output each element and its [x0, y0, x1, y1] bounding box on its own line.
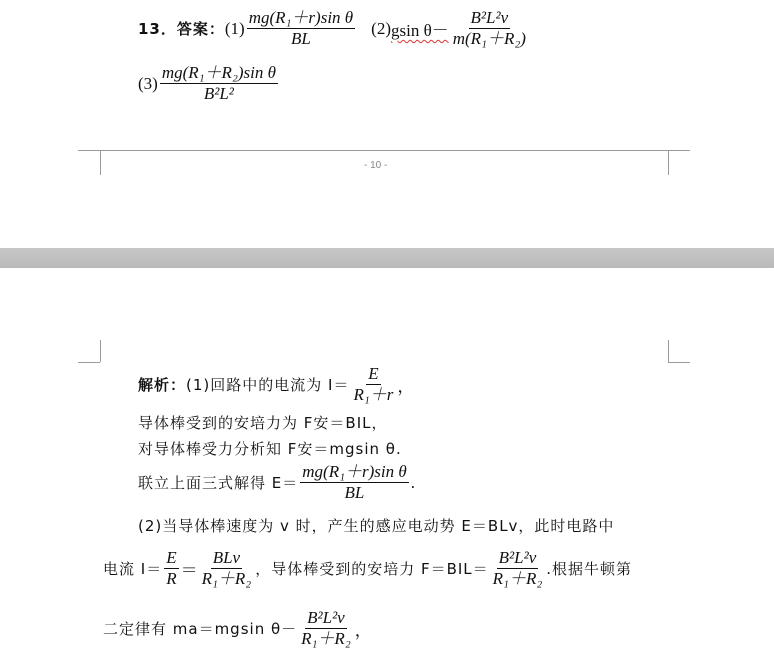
crop-mark — [668, 362, 690, 363]
fraction-denominator: R₁＋R₂ — [301, 629, 351, 648]
fraction-numerator: B²L²v — [307, 608, 345, 627]
crop-mark — [78, 362, 100, 363]
acceleration-fraction — [299, 608, 353, 649]
fraction-numerator: mg(R₁＋r)sin θ — [248, 8, 354, 27]
analysis-punct: ， — [397, 377, 415, 396]
answer-part1-fraction — [247, 8, 355, 49]
fraction-numerator: B²L²v — [498, 548, 537, 567]
answer-part1-tag: (1) — [224, 18, 245, 38]
page-number: - 10 - — [364, 160, 388, 171]
fraction-numerator: E — [368, 364, 379, 383]
fraction-denominator: BL — [291, 29, 311, 48]
analysis-punct: ， — [354, 621, 372, 640]
answer-line-2 — [138, 63, 280, 104]
analysis-line-7 — [103, 608, 372, 649]
answer-part2-tag: (2) — [371, 18, 391, 38]
force-fraction — [491, 548, 545, 589]
analysis-line-5: (2)当导体棒速度为 v 时，产生的感应电动势 E＝BLv，此时电路中 — [138, 517, 615, 535]
fraction-denominator: R₁＋R₂ — [492, 569, 543, 588]
fraction-numerator: mg(R₁＋R₂)sin θ — [161, 63, 276, 82]
fraction-numerator: mg(R₁＋r)sin θ — [302, 462, 407, 481]
analysis-label: 解析： — [138, 376, 187, 394]
fraction-denominator: m(R₁＋R₂) — [452, 29, 526, 48]
equals-sign: ＝ — [180, 561, 198, 580]
crop-mark — [668, 150, 690, 151]
analysis-line-3: 对导体棒受力分析知 F安＝mgsin θ. — [138, 440, 402, 458]
fraction-denominator: BL — [344, 483, 365, 502]
analysis-text: 联立上面三式解得 E＝ — [138, 474, 299, 492]
current-fraction — [351, 364, 395, 405]
analysis-line-4 — [138, 462, 415, 503]
analysis-line-6 — [103, 548, 632, 589]
analysis-punct: . — [410, 472, 415, 492]
analysis-text: (1)回路中的电流为 I＝ — [186, 376, 350, 394]
crop-mark — [78, 150, 101, 175]
answer-label: 13．答案： — [138, 20, 225, 38]
fraction-numerator: BLv — [212, 548, 241, 567]
analysis-text: 二定律有 ma＝mgsin θ－ — [103, 620, 298, 638]
analysis-text: 电流 I＝ — [103, 560, 163, 578]
fraction-denominator: R — [166, 569, 177, 588]
crop-mark — [668, 340, 691, 362]
fraction-numerator: B²L²v — [470, 8, 509, 27]
answer-line-1 — [138, 8, 530, 49]
answer-part3-fraction — [160, 63, 278, 104]
current-fraction-blv — [200, 548, 254, 589]
crop-mark — [668, 150, 691, 175]
fraction-denominator: B²L² — [203, 84, 234, 103]
crop-mark — [78, 150, 100, 151]
fraction-denominator: R₁＋r — [353, 385, 394, 404]
answer-part2-prefix: gsin θ－ — [390, 21, 449, 40]
analysis-text: ，导体棒受到的安培力 F＝BIL＝ — [255, 560, 489, 578]
emf-fraction — [300, 462, 408, 503]
fraction-denominator: R₁＋R₂ — [201, 569, 252, 588]
answer-part2-fraction — [451, 8, 528, 49]
footer-rule — [100, 150, 668, 151]
crop-mark — [78, 340, 101, 362]
answer-part3-tag: (3) — [138, 73, 158, 93]
analysis-line-2: 导体棒受到的安培力为 F安＝BIL， — [138, 414, 388, 432]
analysis-text: .根据牛顿第 — [546, 560, 633, 578]
current-fraction-e-r — [164, 548, 178, 589]
page-separator — [0, 248, 774, 268]
analysis-line-1 — [138, 364, 414, 405]
fraction-numerator: E — [166, 548, 177, 567]
